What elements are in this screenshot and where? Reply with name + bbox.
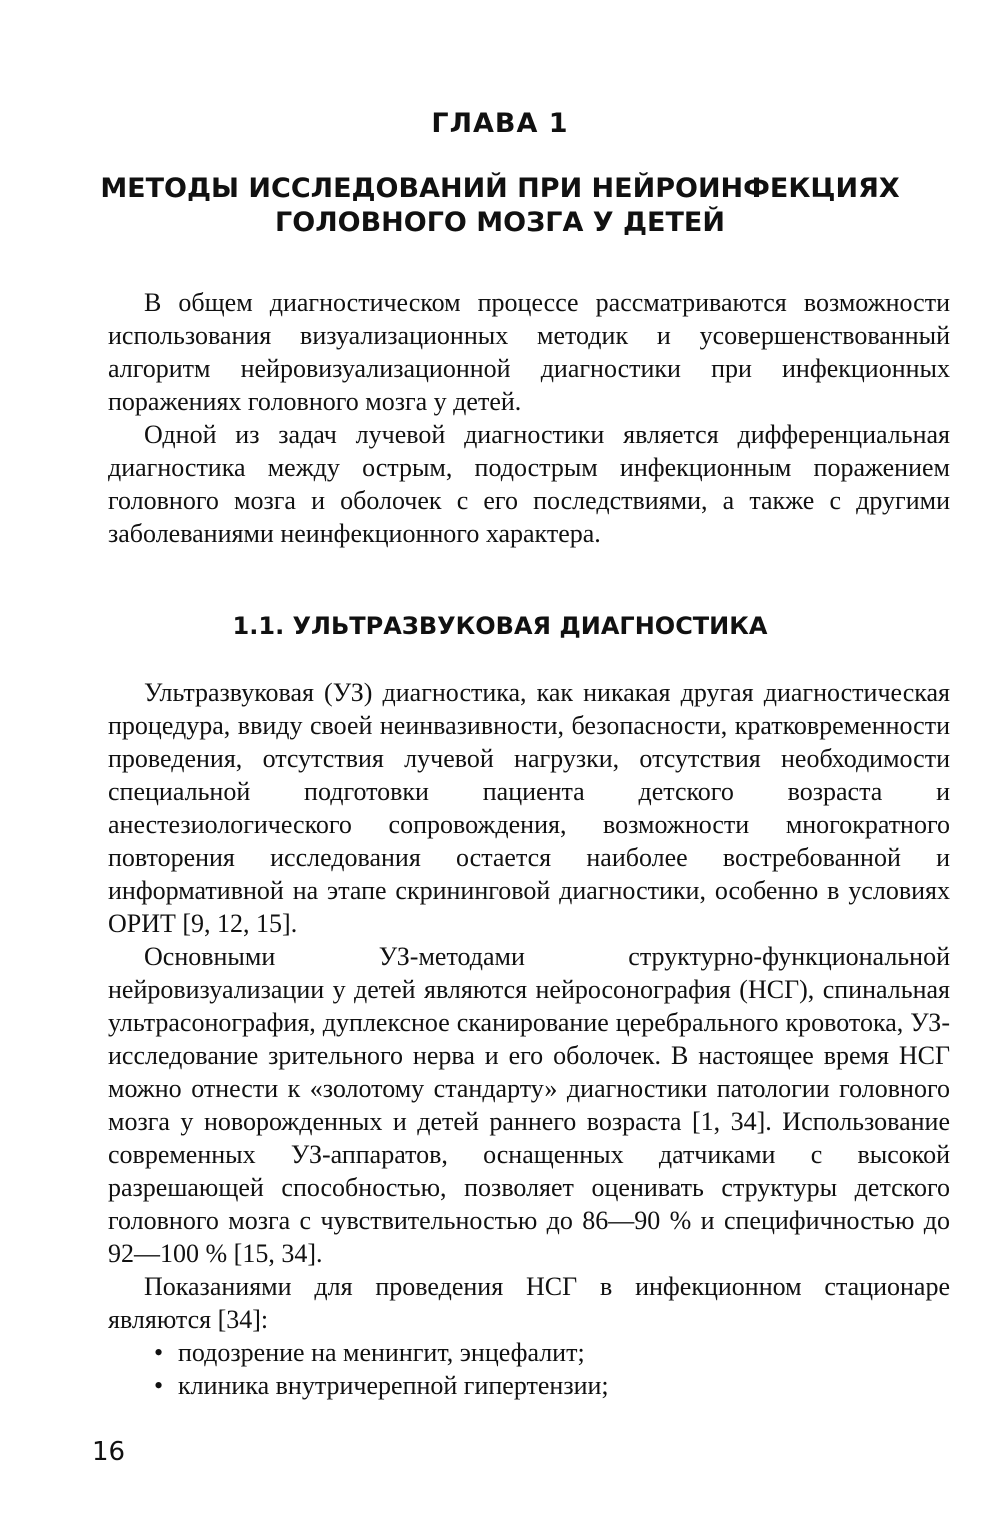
chapter-title-line: ГОЛОВНОГО МОЗГА У ДЕТЕЙ xyxy=(275,207,725,238)
chapter-label: ГЛАВА 1 xyxy=(431,108,569,139)
list-item-text: клиника внутричерепной гипертензии; xyxy=(178,1371,609,1400)
section-text xyxy=(108,676,950,1402)
paragraph: Одной из задач лучевой диагностики является дифференциальная диагностика между острым, подострым инфекционным поражением головного мозга и оболочек с его последствиями, а также с другими заболеваниями неинфекционного характера. xyxy=(108,420,950,548)
indications-list xyxy=(108,1336,950,1402)
paragraph: Основными УЗ-методами структурно-функциональной нейровизуализации у детей являются нейросонография (НСГ), спинальная ультрасонография, дуплексное сканирование церебрального кровотока, УЗ-исследование зрительного нерва и его оболочек. В настоящее время НСГ можно отнести к «золотому стандарту» диагностики патологии головного мозга у новорожденных и детей раннего возраста [1, 34]. Использование современных УЗ-аппаратов, оснащенных датчиками с высокой разрешающей способностью, позволяет оценивать структуры детского головного мозга с чувствительностью до 86—90 % и специфичностью до 92—100 % [15, 34]. xyxy=(108,942,950,1268)
section-heading: 1.1. УЛЬТРАЗВУКОВАЯ ДИАГНОСТИКА xyxy=(232,612,768,640)
chapter-title xyxy=(40,172,960,240)
bullet-icon: • xyxy=(154,1338,164,1367)
list-item xyxy=(108,1369,950,1402)
page-number: 16 xyxy=(92,1437,126,1467)
intro-text xyxy=(108,286,950,550)
list-item xyxy=(108,1336,950,1369)
list-item-text: подозрение на менингит, энцефалит; xyxy=(178,1338,585,1367)
paragraph: Показаниями для проведения НСГ в инфекционном стационаре являются [34]: xyxy=(108,1272,950,1334)
bullet-icon: • xyxy=(154,1371,164,1400)
chapter-title-line: МЕТОДЫ ИССЛЕДОВАНИЙ ПРИ НЕЙРОИНФЕКЦИЯХ xyxy=(100,173,900,204)
paragraph: Ультразвуковая (УЗ) диагностика, как никакая другая диагностическая процедура, ввиду своей неинвазивности, безопасности, кратковременности проведения, отсутствия лучевой нагрузки, отсутствия необходимости специальной подготовки пациента детского возраста и анестезиологического сопровождения, возможности многократного повторения исследования остается наиболее востребованной и информативной на этапе скрининговой диагностики, особенно в условиях ОРИТ [9, 12, 15]. xyxy=(108,678,950,938)
paragraph: В общем диагностическом процессе рассматриваются возможности использования визуализационных методик и усовершенствованный алгоритм нейровизуализационной диагностики при инфекционных поражениях головного мозга у детей. xyxy=(108,288,950,416)
